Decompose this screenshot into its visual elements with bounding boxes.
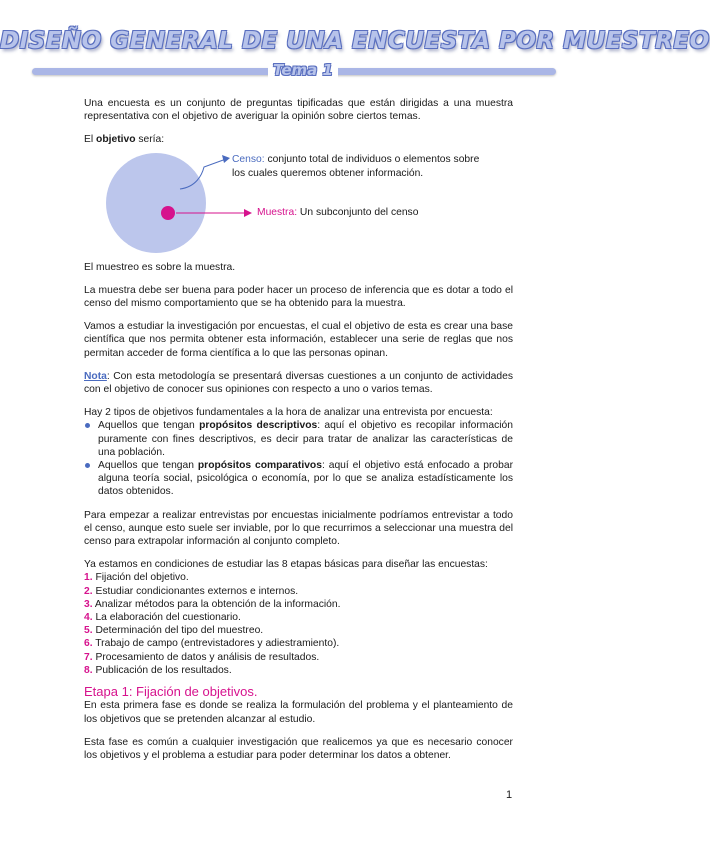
document-title: DISEÑO GENERAL DE UNA ENCUESTA POR MUESTREO xyxy=(0,28,710,54)
list-item xyxy=(84,611,513,624)
muestra-arrowhead xyxy=(244,209,252,217)
investigacion-paragraph: Vamos a estudiar la investigación por encuestas, el cual el objetivo de esta es crear una base científica que nos permita obtener esta información, establecer una serie de reglas que nos permitan acceder de forma científica a lo que las personas opinan. xyxy=(84,321,513,359)
step-text: Determinación del tipo del muestreo. xyxy=(92,625,264,637)
objetivo-prefix: El xyxy=(84,134,97,146)
tipos-intro: Hay 2 tipos de objetivos fundamentales a la hora de analizar una entrevista por encuesta: xyxy=(84,407,493,419)
etapas-list xyxy=(84,571,513,677)
objetivo-bold: objetivo xyxy=(96,134,136,146)
document-body xyxy=(84,97,513,772)
bullet-dot-icon xyxy=(85,463,90,468)
step-text: Estudiar condicionantes externos e internos. xyxy=(92,585,299,597)
census-sample-diagram xyxy=(84,149,513,255)
nota-paragraph xyxy=(84,370,513,396)
step-number: 6. xyxy=(84,638,93,650)
list-item xyxy=(84,651,513,664)
censo-definition xyxy=(232,153,492,181)
step-text: Procesamiento de datos y análisis de resultados. xyxy=(92,651,320,663)
step-number: 7. xyxy=(84,651,93,663)
censo-text: conjunto total de individuos o elementos sobre los cuales queremos obtener información. xyxy=(232,153,480,179)
muestra-label: Muestra: xyxy=(257,206,298,218)
step-number: 3. xyxy=(84,598,93,610)
step-text: Publicación de los resultados. xyxy=(92,664,232,676)
step-text: La elaboración del cuestionario. xyxy=(92,612,241,624)
etapa1-heading: Etapa 1: Fijación de objetivos. xyxy=(84,684,258,700)
etapas-intro: Ya estamos en condiciones de estudiar las 8 etapas básicas para diseñar las encuestas: xyxy=(84,559,488,571)
title-container xyxy=(0,28,710,54)
list-item xyxy=(84,419,513,459)
muestra-text: Un subconjunto del censo xyxy=(297,206,419,218)
list-item xyxy=(84,459,513,499)
bullet-post: : aquí el objetivo es recopilar información puramente con fines descriptivos, es decir para tratar de analizar las características de una población. xyxy=(98,420,513,458)
objetivo-line xyxy=(84,133,513,146)
step-number: 4. xyxy=(84,612,93,624)
nota-label: Nota xyxy=(84,370,107,382)
censo-paragraph: Para empezar a realizar entrevistas por encuestas inicialmente podríamos entrevistar a todo el censo, aunque esto suele ser inviable, por lo que recurrimos a seleccionar una muestra del censo para extrapolar información al conjunto completo. xyxy=(84,509,513,548)
step-number: 8. xyxy=(84,664,93,676)
document-subtitle: Tema 1 xyxy=(268,61,338,83)
etapa1-paragraph-2: Esta fase es común a cualquier investigación que realicemos ya que es necesario conocer los objetivos y el problema a estudiar para poder determinar los datos a obtener. xyxy=(84,736,513,761)
bullet-pre: Aquellos que tengan xyxy=(98,460,198,472)
intro-paragraph: Una encuesta es un conjunto de preguntas tipificadas que están dirigidas a una muestra representativa con el objetivo de averiguar la opinión sobre ciertos temas. xyxy=(84,98,513,123)
bullet-dot-icon xyxy=(85,423,90,428)
censo-arrow xyxy=(180,159,226,189)
step-text: Fijación del objetivo. xyxy=(92,572,189,584)
bullet-bold: propósitos comparativos xyxy=(197,460,322,472)
list-item xyxy=(84,664,513,677)
censo-label: Censo: xyxy=(232,153,265,165)
step-number: 2. xyxy=(84,585,93,597)
step-text: Analizar métodos para la obtención de la información. xyxy=(92,598,341,610)
bullet-pre: Aquellos que tengan xyxy=(98,420,200,432)
inferencia-paragraph: La muestra debe ser buena para poder hacer un proceso de inferencia que es dotar a todo el censo del mismo comportamiento que se ha obtenido para la muestra. xyxy=(84,284,513,310)
list-item xyxy=(84,624,513,637)
page-number: 1 xyxy=(506,789,513,801)
muestreo-paragraph: El muestreo es sobre la muestra. xyxy=(84,261,236,273)
list-item xyxy=(84,585,513,598)
etapa1-paragraph-1: En esta primera fase es donde se realiza la formulación del problema y el planteamiento de los objetivos que se pretenden alcanzar al estudio. xyxy=(84,700,513,725)
bullet-post: : aquí el objetivo está enfocado a probar alguna teoría social, psicológica o economía, por lo que se analiza estadísticamente los datos obtenidos. xyxy=(98,460,513,498)
objetivo-suffix: sería: xyxy=(135,134,165,146)
step-text: Trabajo de campo (entrevistadores y adiestramiento). xyxy=(92,638,340,650)
bullet-bold: propósitos descriptivos xyxy=(199,420,318,432)
list-item xyxy=(84,637,513,650)
censo-arrowhead xyxy=(222,155,230,163)
muestra-definition xyxy=(257,206,517,220)
list-item xyxy=(84,571,513,584)
step-number: 1. xyxy=(84,572,93,584)
nota-text: : Con esta metodología se presentará diversas cuestiones a un conjunto de actividades con el objetivo de conocer sus opiniones con respecto a uno o varios temas. xyxy=(84,370,513,396)
list-item xyxy=(84,598,513,611)
objetivos-list xyxy=(84,419,513,498)
step-number: 5. xyxy=(84,625,93,637)
